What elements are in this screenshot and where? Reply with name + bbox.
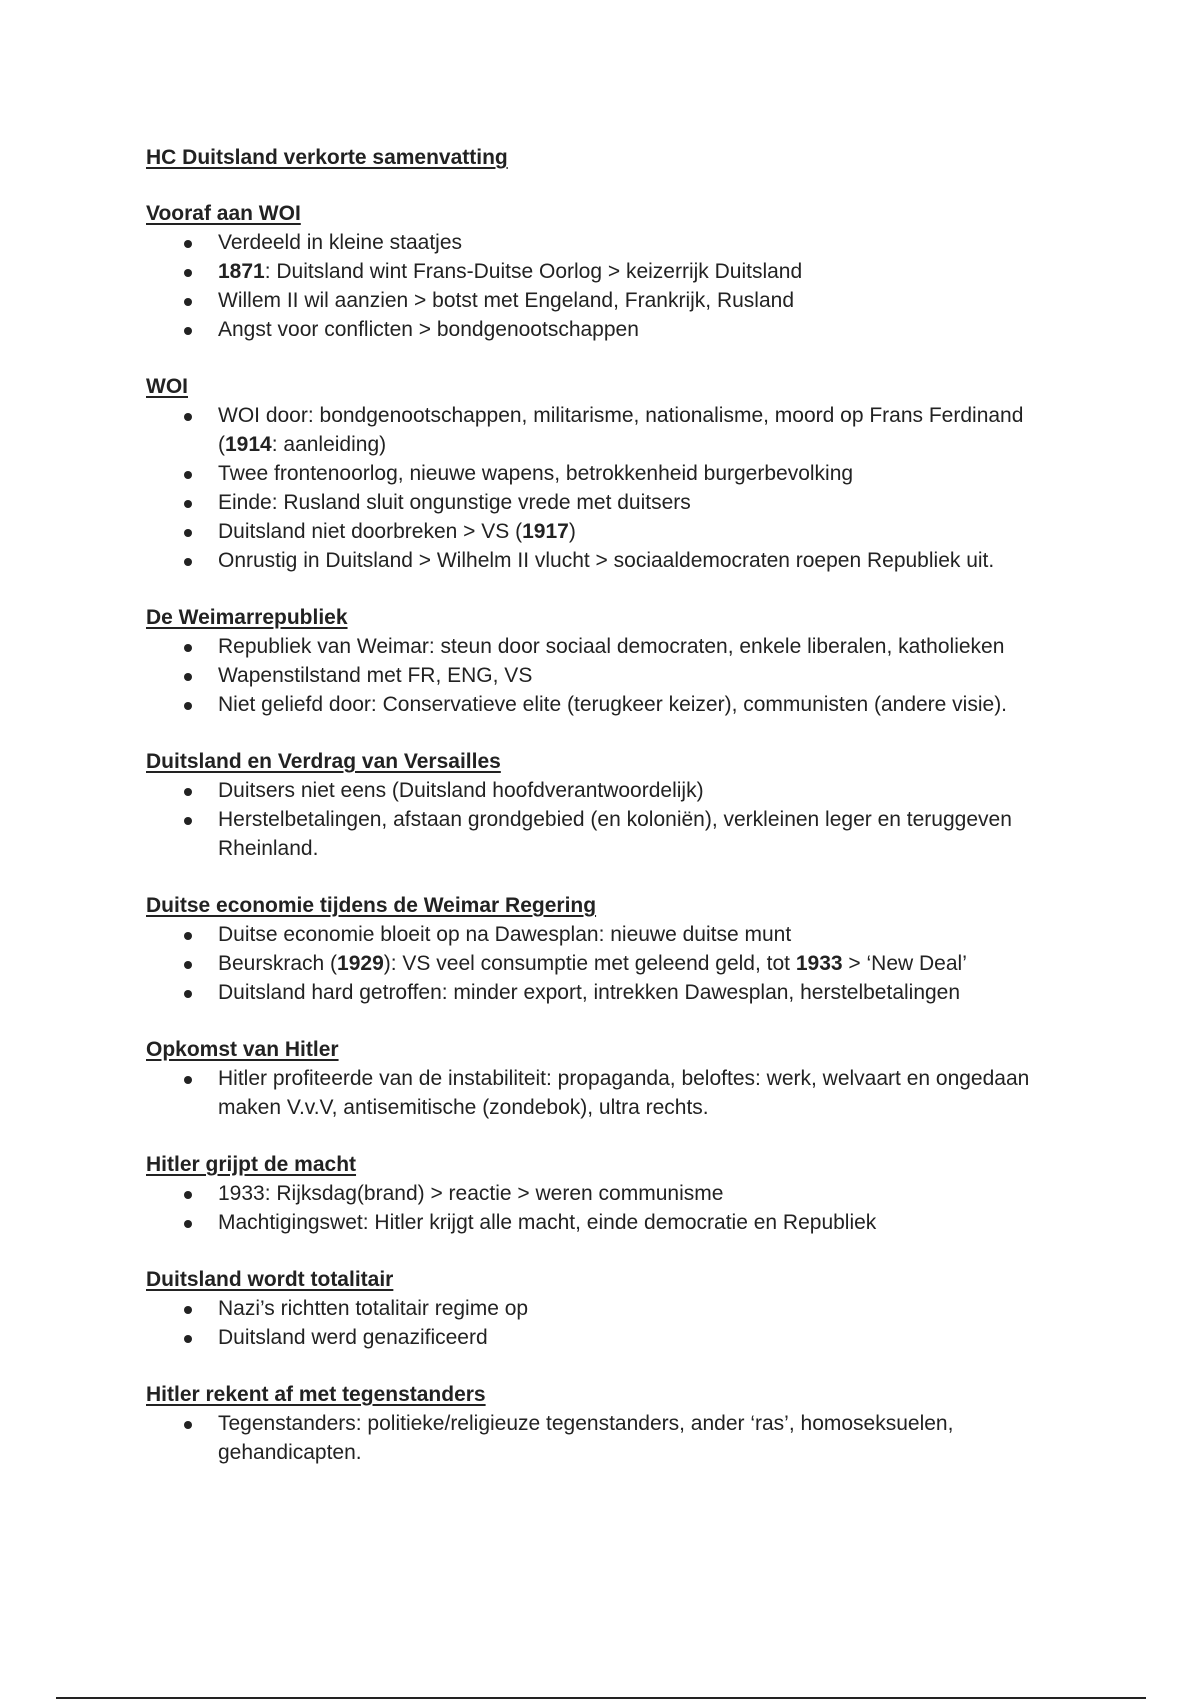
bullet-icon <box>184 817 192 825</box>
item-text: Willem II wil aanzien > botst met Engeland, Frankrijk, Rusland <box>218 289 794 312</box>
list-item <box>146 228 1086 257</box>
bullet-icon <box>184 413 192 421</box>
bullet-icon <box>184 298 192 306</box>
list-item <box>146 286 1086 315</box>
item-text: Hitler profiteerde van de instabiliteit: propaganda, beloftes: werk, welvaart en ongedaan maken V.v.V, antisemitische (zondebok), ultra rechts. <box>218 1067 1030 1119</box>
bullet-list <box>146 632 1086 719</box>
section <box>146 1265 1086 1352</box>
list-item <box>146 1064 1086 1122</box>
item-text: Einde: Rusland sluit ongunstige vrede met duitsers <box>218 491 691 514</box>
item-text: WOI door: bondgenootschappen, militarisme, nationalisme, moord op Frans Ferdinand ( <box>218 404 1024 456</box>
document-title: HC Duitsland verkorte samenvatting <box>146 146 508 169</box>
bullet-icon <box>184 558 192 566</box>
item-text: Beurskrach ( <box>218 952 338 975</box>
bullet-icon <box>184 269 192 277</box>
bullet-icon <box>184 1421 192 1429</box>
list-item <box>146 1409 1086 1467</box>
bullet-list <box>146 776 1086 863</box>
item-text: Machtigingswet: Hitler krijgt alle macht, einde democratie en Republiek <box>218 1211 877 1234</box>
list-item <box>146 459 1086 488</box>
bullet-icon <box>184 990 192 998</box>
item-text: Onrustig in Duitsland > Wilhelm II vlucht > sociaaldemocraten roepen Republiek uit. <box>218 549 995 572</box>
item-bold-text: 1917 <box>522 520 569 543</box>
item-text: Tegenstanders: politieke/religieuze tegenstanders, ander ‘ras’, homoseksuelen, gehandicapten. <box>218 1412 954 1464</box>
item-bold-text: 1871 <box>218 260 265 283</box>
bullet-icon <box>184 240 192 248</box>
list-item <box>146 776 1086 805</box>
list-item <box>146 1323 1086 1352</box>
list-item <box>146 632 1086 661</box>
item-text: Herstelbetalingen, afstaan grondgebied (en koloniën), verkleinen leger en teruggeven Rheinland. <box>218 808 1012 860</box>
list-item <box>146 257 1086 286</box>
item-text: 1933: Rijksdag(brand) > reactie > weren communisme <box>218 1182 724 1205</box>
section-heading: WOI <box>146 375 188 398</box>
bullet-icon <box>184 500 192 508</box>
bullet-list <box>146 1294 1086 1352</box>
section-heading: Hitler grijpt de macht <box>146 1153 357 1176</box>
list-item <box>146 920 1086 949</box>
section-heading: Duitse economie tijdens de Weimar Regering <box>146 894 597 917</box>
bullet-list <box>146 228 1086 344</box>
section <box>146 1035 1086 1122</box>
item-text: Duitsland werd genazificeerd <box>218 1326 488 1349</box>
item-bold-text: 1929 <box>337 952 384 975</box>
section <box>146 603 1086 719</box>
item-text: : aanleiding) <box>271 433 387 456</box>
list-item <box>146 1294 1086 1323</box>
section-heading: Duitsland wordt totalitair <box>146 1268 394 1291</box>
bullet-icon <box>184 327 192 335</box>
list-item <box>146 805 1086 863</box>
section <box>146 1150 1086 1237</box>
bullet-icon <box>184 932 192 940</box>
bullet-icon <box>184 673 192 681</box>
sections-container <box>146 199 1086 1467</box>
footer-divider <box>56 1697 1146 1699</box>
list-item <box>146 315 1086 344</box>
section <box>146 1380 1086 1467</box>
bullet-icon <box>184 1306 192 1314</box>
bullet-list <box>146 920 1086 1007</box>
section <box>146 199 1086 344</box>
item-text: Niet geliefd door: Conservatieve elite (terugkeer keizer), communisten (andere visie). <box>218 693 1008 716</box>
item-text: Nazi’s richtten totalitair regime op <box>218 1297 529 1320</box>
list-item <box>146 1179 1086 1208</box>
list-item <box>146 1208 1086 1237</box>
section <box>146 891 1086 1007</box>
item-text: ): VS veel consumptie met geleend geld, tot <box>383 952 796 975</box>
document-page <box>146 143 1086 1495</box>
item-text: Verdeeld in kleine staatjes <box>218 231 462 254</box>
bullet-icon <box>184 788 192 796</box>
section-heading: De Weimarrepubliek <box>146 606 348 629</box>
section-heading: Vooraf aan WOI <box>146 202 301 225</box>
item-text: : Duitsland wint Frans-Duitse Oorlog > keizerrijk Duitsland <box>264 260 803 283</box>
bullet-icon <box>184 1191 192 1199</box>
section <box>146 372 1086 575</box>
item-text: Angst voor conflicten > bondgenootschappen <box>218 318 639 341</box>
section <box>146 747 1086 863</box>
list-item <box>146 978 1086 1007</box>
bullet-icon <box>184 702 192 710</box>
section-heading: Opkomst van Hitler <box>146 1038 339 1061</box>
bullet-icon <box>184 961 192 969</box>
bullet-list <box>146 1179 1086 1237</box>
bullet-list <box>146 1064 1086 1122</box>
bullet-icon <box>184 1076 192 1084</box>
item-text: Duitsland hard getroffen: minder export, intrekken Dawesplan, herstelbetalingen <box>218 981 961 1004</box>
bullet-icon <box>184 1335 192 1343</box>
bullet-icon <box>184 471 192 479</box>
section-heading: Hitler rekent af met tegenstanders <box>146 1383 486 1406</box>
item-text: Wapenstilstand met FR, ENG, VS <box>218 664 533 687</box>
list-item <box>146 488 1086 517</box>
list-item <box>146 661 1086 690</box>
section-heading: Duitsland en Verdrag van Versailles <box>146 750 501 773</box>
bullet-icon <box>184 1220 192 1228</box>
item-text: Duitsland niet doorbreken > VS ( <box>218 520 523 543</box>
item-text: Republiek van Weimar: steun door sociaal democraten, enkele liberalen, katholieken <box>218 635 1005 658</box>
bullet-list <box>146 1409 1086 1467</box>
list-item <box>146 401 1086 459</box>
item-text: ) <box>568 520 576 543</box>
bullet-list <box>146 401 1086 575</box>
list-item <box>146 546 1086 575</box>
item-text: Duitse economie bloeit op na Dawesplan: nieuwe duitse munt <box>218 923 792 946</box>
bullet-icon <box>184 644 192 652</box>
item-text: Duitsers niet eens (Duitsland hoofdverantwoordelijk) <box>218 779 704 802</box>
item-bold-text: 1914 <box>225 433 272 456</box>
list-item <box>146 949 1086 978</box>
item-bold-text: 1933 <box>795 952 843 975</box>
list-item <box>146 690 1086 719</box>
item-text: Twee frontenoorlog, nieuwe wapens, betrokkenheid burgerbevolking <box>218 462 854 485</box>
list-item <box>146 517 1086 546</box>
item-text: > ‘New Deal’ <box>842 952 967 975</box>
bullet-icon <box>184 529 192 537</box>
